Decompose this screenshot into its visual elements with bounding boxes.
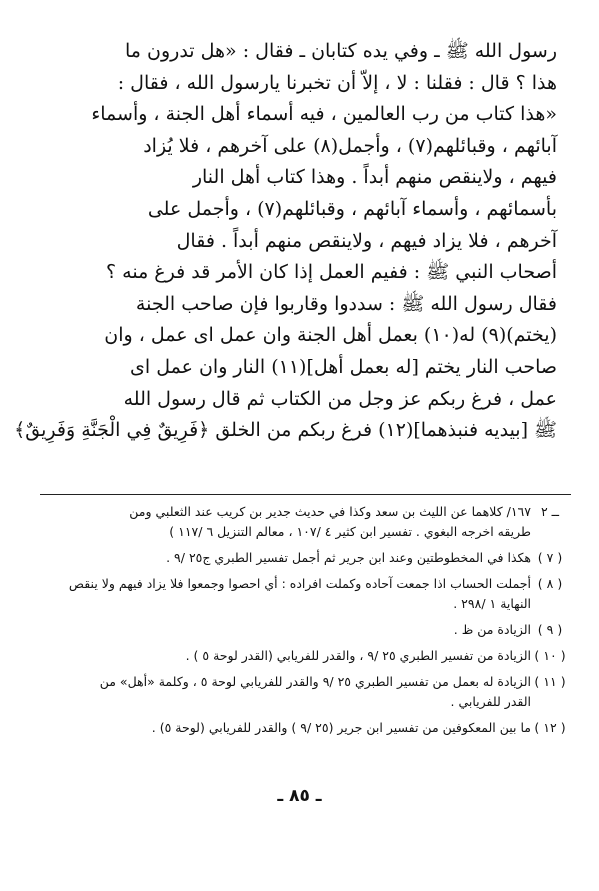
footnote (30, 502, 569, 542)
footnote (30, 718, 569, 738)
footnote-marker: ( ١١ ) (534, 674, 566, 689)
main-text-line: (يختم)(٩) له(١٠) بعمل أهل الجنة وان عمل اى عمل ، وان (104, 324, 557, 347)
main-text-line: هذا ؟ قال : فقلنا : لا ، إلاّ أن تخبرنا يارسول الله ، فقال : (117, 71, 557, 94)
footnote-marker: ( ٩ ) (537, 622, 563, 637)
main-text-line: فيهم ، ولاينقص منهم أبداً . وهذا كتاب أهل النار (192, 166, 557, 189)
main-text (14, 36, 557, 447)
footnote-marker: ــ ٢ (540, 504, 560, 519)
main-text-line: آبائهم ، وقبائلهم(٧) ، وأجمل(٨) على آخرهم ، فلا يُزاد (143, 134, 557, 157)
main-text-line: عمل ، فرغ ربكم عز وجل من الكتاب ثم قال رسول الله (123, 387, 557, 410)
main-text-line: أصحاب النبي ﷺ : ففيم العمل إذا كان الأمر قد فرغ منه ؟ (106, 261, 557, 284)
footnote (30, 574, 569, 614)
footnote-marker: ( ٧ ) (537, 550, 563, 565)
main-text-line: آخرهم ، فلا يزاد فيهم ، ولاينقص منهم أبداً . فقال (176, 229, 557, 252)
main-text-line: بأسمائهم ، وأسماء آبائهم ، وقبائلهم(٧) ، وأجمل على (147, 197, 557, 220)
footnote-text: الزيادة من ظ . (453, 622, 531, 637)
footnote-text: القدر للفريابي . (450, 694, 531, 709)
footnote-marker: ( ٨ ) (537, 576, 563, 591)
main-text-line: فقال رسول الله ﷺ : سددوا وقاربوا فإن صاحب الجنة (135, 292, 557, 315)
footnote-text: ما بين المعكوفين من تفسير ابن جرير (٢٥ /٩ ) والقدر للفريابي (لوحة ٥) . (151, 720, 531, 735)
footnotes (30, 502, 569, 744)
footnote-text: طريقه اخرجه البغوي . تفسير ابن كثير ٤ /١٠٧ ، معالم التنزيل ٦ /١١٧ ) (169, 524, 531, 539)
footnote-text: النهاية ١ /٢٩٨ . (453, 596, 531, 611)
footnote (30, 672, 569, 712)
footnote-divider (40, 494, 571, 495)
main-text-line: صاحب النار يختم [له بعمل أهل](١١) النار وان عمل اى (130, 355, 557, 378)
footnote-text: الزيادة له بعمل من تفسير الطبري ٢٥ /٩ والقدر للفريابي لوحة ٥ ، وكلمة «أهل» من (99, 674, 531, 689)
footnote-text: الزيادة من تفسير الطبري ٢٥ /٩ ، والقدر للفريابي (القدر لوحة ٥ ) . (185, 648, 531, 663)
footnote (30, 620, 569, 640)
main-text-line: «هذا كتاب من رب العالمين ، فيه أسماء أهل الجنة ، وأسماء (91, 103, 557, 126)
page-number: ـ ٨٥ ـ (277, 786, 322, 806)
main-text-line: ﷺ [بيديه فنبذهما](١٢) فرغ ربكم من الخلق ﴿فَرِيقٌ فِي الْجَنَّةِ وَفَرِيقٌ﴾ (14, 419, 557, 442)
main-text-line: رسول الله ﷺ ـ وفي يده كتابان ـ فقال : «هل تدرون ما (125, 40, 557, 62)
footnote (30, 548, 569, 568)
footnote-text: هكذا في المخطوطتين وعند ابن جرير ثم أجمل تفسير الطبري ج٢٥ /٩ . (166, 550, 531, 565)
footnote-text: ١٦٧/ كلاهما عن الليث بن سعد وكذا في حديث جدير بن كريب عند الثعلبي ومن (129, 504, 531, 519)
footnote-text: أجملت الحساب اذا جمعت آحاده وكملت افراده : أي احصوا وجمعوا فلا يزاد فيهم ولا ينقص (68, 576, 531, 591)
footnote (30, 646, 569, 666)
footnote-marker: ( ١٠ ) (534, 648, 566, 663)
footnote-marker: ( ١٢ ) (534, 720, 566, 735)
